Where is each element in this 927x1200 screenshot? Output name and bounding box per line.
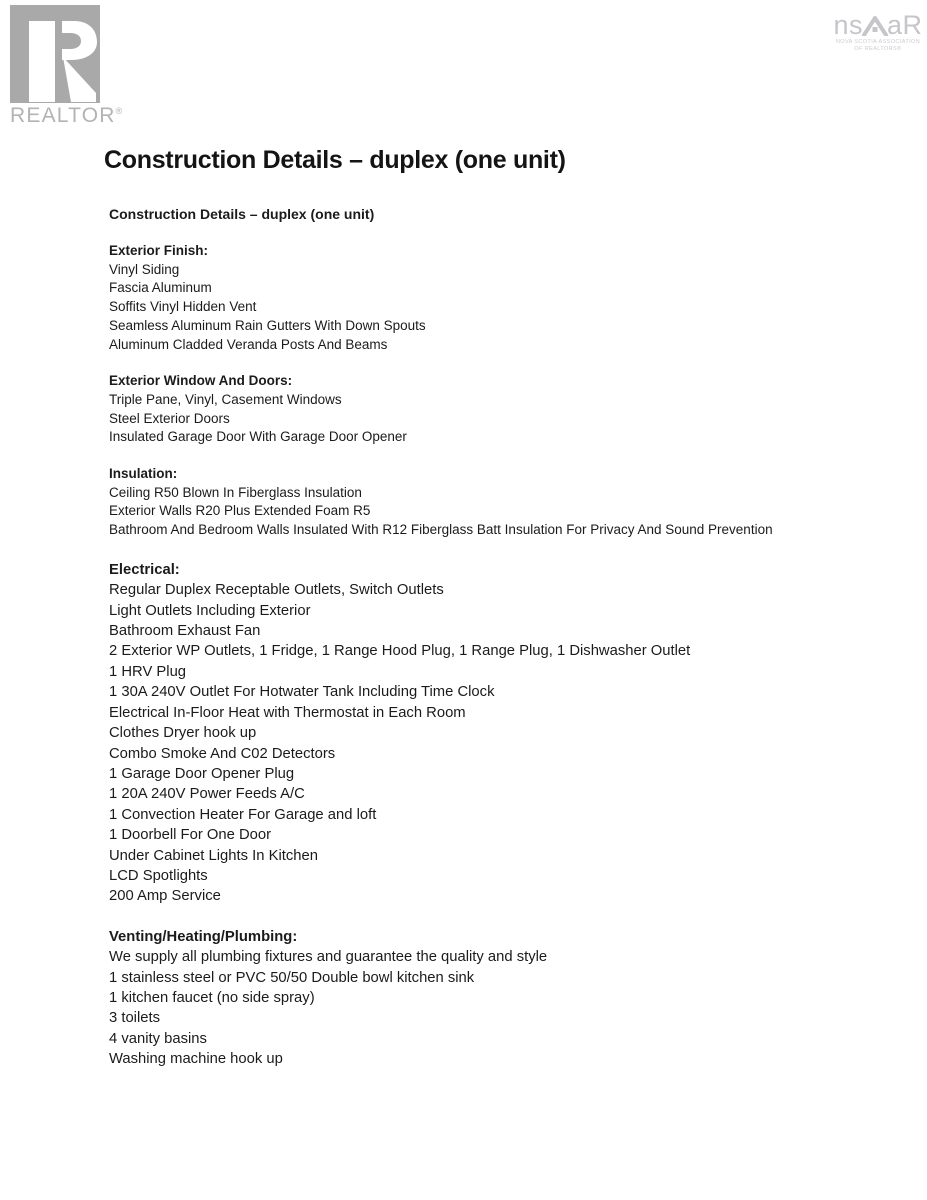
document-subtitle: Construction Details – duplex (one unit) (109, 206, 375, 222)
section-line: Ceiling R50 Blown In Fiberglass Insulation (109, 484, 362, 500)
section-line: Light Outlets Including Exterior (109, 602, 311, 619)
section-line: 4 vanity basins (109, 1030, 207, 1047)
section-heading: Exterior Window And Doors: (109, 373, 293, 389)
section-line: Fascia Aluminum (109, 280, 212, 296)
nsar-logo (831, 12, 925, 53)
section-line: Exterior Walls R20 Plus Extended Foam R5 (109, 503, 371, 519)
section-line: 1 HRV Plug (109, 663, 187, 680)
section-line: We supply all plumbing fixtures and guarantee the quality and style (109, 949, 548, 966)
section-line: Seamless Aluminum Rain Gutters With Down Spouts (109, 317, 426, 333)
nsar-subtitle-line1: NOVA SCOTIA ASSOCIATION (835, 39, 921, 45)
section-1 (109, 242, 919, 354)
section-4 (109, 560, 919, 907)
section-line: Washing machine hook up (109, 1051, 283, 1068)
registered-trademark-symbol: ® (115, 106, 123, 116)
section-heading: Exterior Finish: (109, 243, 209, 258)
section-line: Under Cabinet Lights In Kitchen (109, 847, 318, 864)
section-line: Clothes Dryer hook up (109, 725, 257, 742)
section-line: LCD Spotlights (109, 867, 208, 884)
house-roof-icon (862, 14, 888, 36)
section-line: Combo Smoke And C02 Detectors (109, 745, 336, 762)
section-heading: Venting/Heating/Plumbing: (109, 928, 298, 945)
realtor-r-icon (10, 5, 100, 103)
realtor-wordmark (10, 104, 123, 128)
section-line: 3 toilets (109, 1010, 160, 1027)
nsar-subtitle (831, 39, 925, 53)
section-5 (109, 927, 919, 1070)
section-line: 1 Doorbell For One Door (109, 827, 272, 844)
page-title: Construction Details – duplex (one unit) (104, 146, 566, 174)
section-line: 1 Convection Heater For Garage and loft (109, 806, 377, 823)
section-line: Soffits Vinyl Hidden Vent (109, 299, 257, 315)
sections-container (109, 242, 919, 1070)
section-line: Electrical In-Floor Heat with Thermostat in Each Room (109, 704, 466, 721)
section-line: Bathroom Exhaust Fan (109, 623, 261, 640)
section-3 (109, 465, 919, 540)
nsar-wordmark-left: ns (833, 10, 863, 40)
nsar-subtitle-line2: OF REALTORS® (854, 46, 902, 52)
section-heading: Insulation: (109, 466, 178, 482)
section-line: 1 20A 240V Power Feeds A/C (109, 786, 305, 803)
section-line: Bathroom And Bedroom Walls Insulated With R12 Fiberglass Batt Insulation For Privacy And Sound Prevention (109, 522, 773, 538)
section-line: Regular Duplex Receptable Outlets, Switch Outlets (109, 582, 444, 599)
section-line: Insulated Garage Door With Garage Door Opener (109, 429, 407, 445)
section-line: Triple Pane, Vinyl, Casement Windows (109, 391, 342, 407)
section-line: Vinyl Siding (109, 261, 180, 277)
section-line: Aluminum Cladded Veranda Posts And Beams (109, 336, 388, 352)
document-body (109, 205, 919, 1070)
section-line: Steel Exterior Doors (109, 410, 230, 426)
section-line: 1 Garage Door Opener Plug (109, 765, 295, 782)
section-heading: Electrical: (109, 561, 180, 578)
realtor-wordmark-text: REALTOR (10, 104, 116, 127)
section-line: 1 kitchen faucet (no side spray) (109, 989, 315, 1006)
section-line: 1 stainless steel or PVC 50/50 Double bowl kitchen sink (109, 969, 475, 986)
section-line: 200 Amp Service (109, 888, 221, 905)
section-line: 2 Exterior WP Outlets, 1 Fridge, 1 Range Hood Plug, 1 Range Plug, 1 Dishwasher Outlet (109, 643, 691, 660)
section-line: 1 30A 240V Outlet For Hotwater Tank Including Time Clock (109, 684, 495, 701)
section-2 (109, 372, 919, 447)
nsar-wordmark-right: aR (887, 10, 923, 40)
nsar-wordmark (831, 12, 925, 38)
realtor-logo (10, 5, 123, 128)
